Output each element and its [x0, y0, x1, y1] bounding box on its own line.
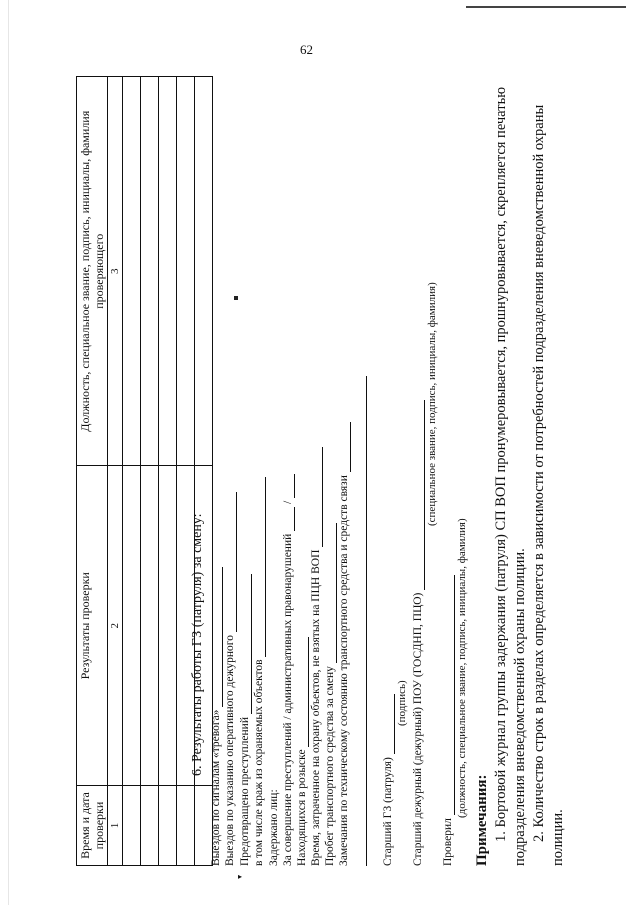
senior-duty-caption: (специальное звание, подпись, инициалы, фамилия)	[426, 282, 438, 526]
checked-line: Проверил	[442, 575, 455, 866]
result-line-detained-header: Задержано лиц:	[268, 789, 280, 866]
result-line-prevented-thefts: в том числе краж из охраняемых объектов	[253, 477, 266, 866]
note-2: 2. Количество строк в разделах определяется в зависимости от потребностей подразделения вневедомственной охраны полиции.	[531, 104, 566, 866]
senior-duty-line: Старший дежурный (дежурный) ПОУ (ГОСДНП, ПЦО)	[412, 400, 425, 866]
header-inspector: Должность, специальное звание, подпись, инициалы, фамилия проверяющего	[77, 77, 108, 466]
result-line-offences: За совершение преступлений / административных правонарушений /	[282, 474, 295, 866]
top-rule	[466, 6, 626, 8]
column-number-2: 2	[108, 466, 123, 786]
column-number-3: 3	[108, 77, 123, 466]
rotated-document-content	[76, 46, 566, 866]
scan-mark: ▸	[238, 872, 243, 881]
result-line-wanted: Находящихся в розыске	[296, 637, 309, 866]
header-results: Результаты проверки	[77, 466, 108, 786]
page-number: 62	[300, 42, 313, 57]
notes-title: Примечания:	[474, 774, 490, 866]
checked-caption: (должность, специальное звание, подпись, инициалы, фамилия)	[456, 518, 468, 818]
result-line-alarm-calls: Выездов по сигналам «тревога»	[210, 567, 223, 866]
column-number-1: 1	[108, 786, 123, 866]
note-1: 1. Бортовой журнал группы задержания (патруля) СП ВОП пронумеровывается, прошнуровывается, скрепляется печатью подразделения вневедомственной охраны полиции.	[493, 86, 528, 866]
table-row	[123, 77, 141, 866]
section-6-title: 6. Результаты работы ГЗ (патруля) за смену:	[190, 513, 205, 776]
result-line-mileage: Пробег транспортного средства за смену	[324, 523, 337, 866]
result-line-remarks: Замечания по техническому состоянию транспортного средства и средств связи	[338, 422, 351, 866]
remarks-blank-line	[366, 376, 367, 866]
signature-caption: (подпись)	[396, 680, 408, 726]
result-line-prevented-crimes: Предотвращено преступлений	[239, 574, 252, 866]
senior-gz-line: Старший ГЗ (патруля)	[382, 694, 395, 866]
table-row	[141, 77, 159, 866]
result-line-guard-time: Время, затраченное на охрану объектов, не взятых на ПЦН ВОП	[310, 447, 323, 866]
result-line-dispatch-calls: Выездов по указанию оперативного дежурного	[224, 492, 237, 866]
left-margin-rule	[8, 0, 9, 905]
header-time-date: Время и дата проверки	[77, 786, 108, 866]
table-row	[159, 77, 177, 866]
